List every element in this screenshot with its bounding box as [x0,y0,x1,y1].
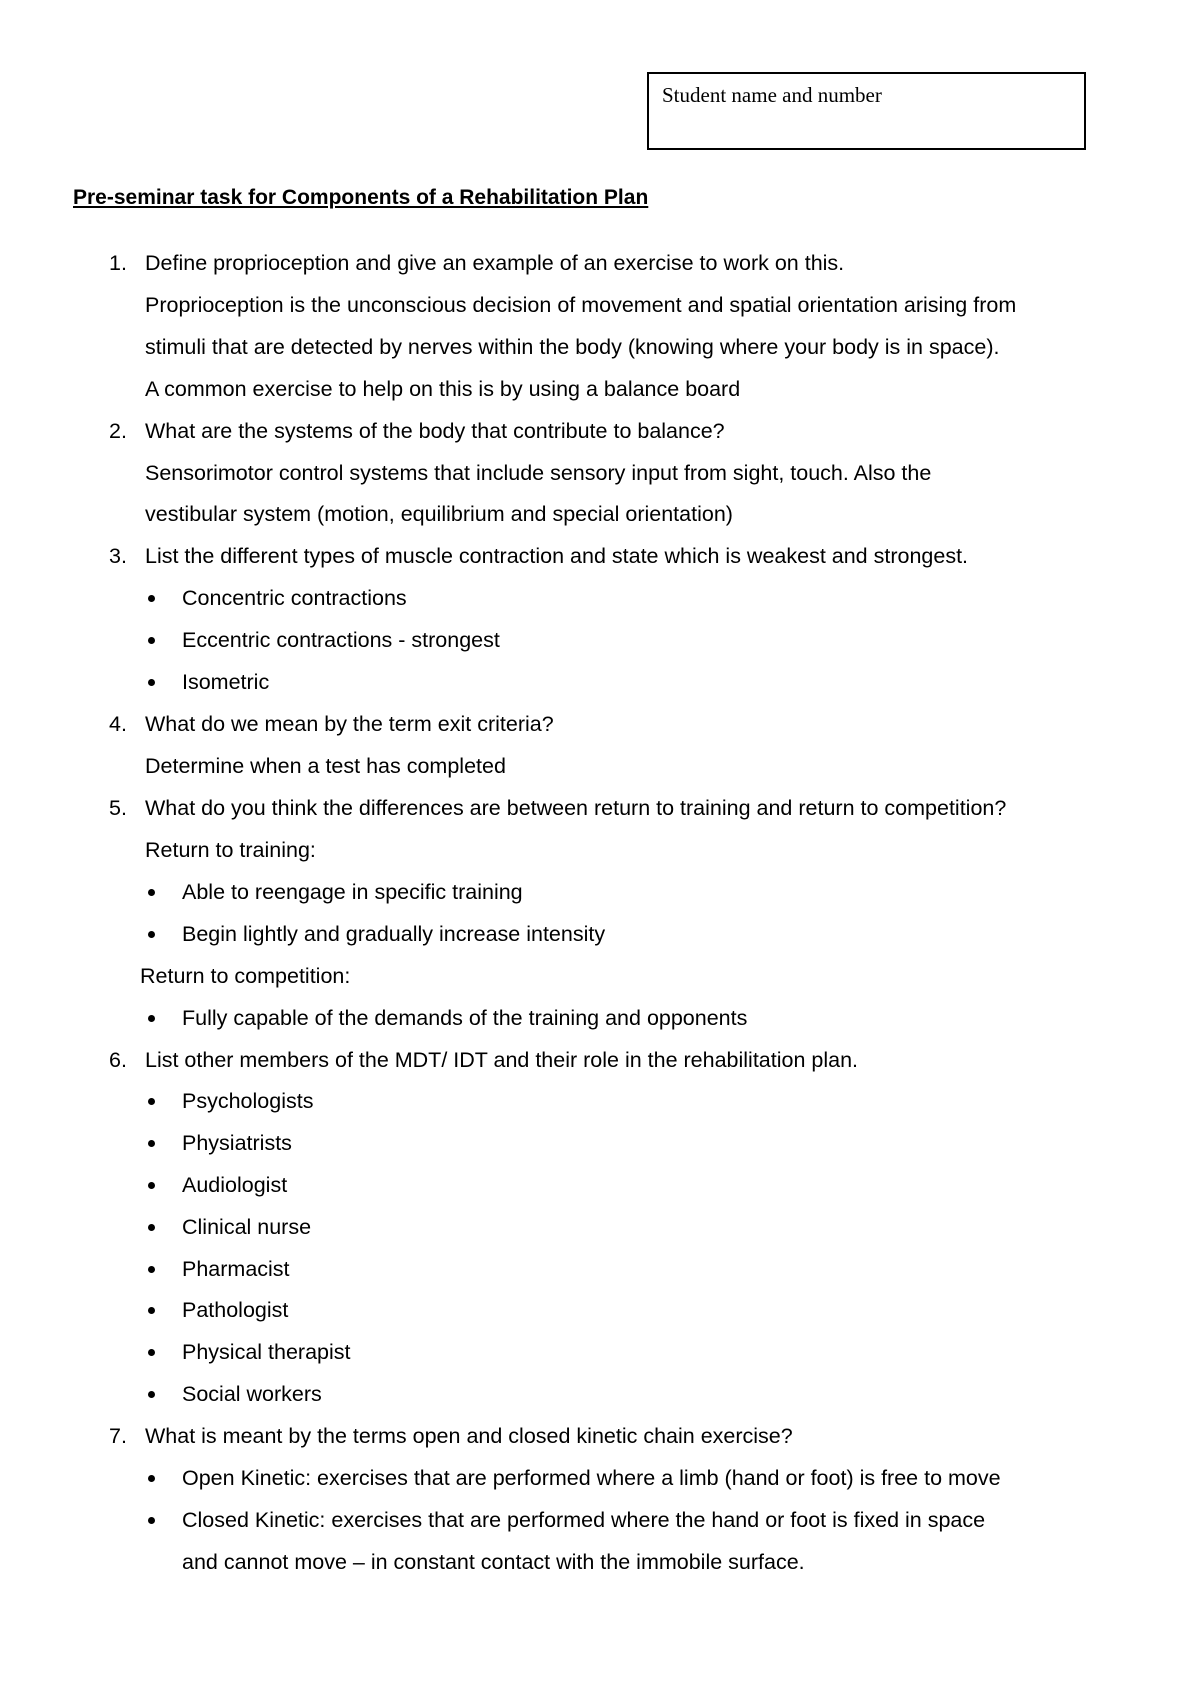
bullet-icon [148,1349,155,1356]
subheading: Return to competition: [140,964,351,988]
bullet-icon [148,595,155,602]
question-7: What is meant by the terms open and closed kinetic chain exercise? [145,1424,793,1448]
list-item: Physical therapist [182,1340,351,1364]
list-item: Fully capable of the demands of the training and opponents [182,1006,748,1030]
answer-line: Sensorimotor control systems that include sensory input from sight, touch. Also the [145,461,932,485]
question-number: 5. [109,796,127,820]
list-item: Physiatrists [182,1131,292,1155]
bullet-icon [148,1266,155,1273]
question-number: 2. [109,419,127,443]
question-4: What do we mean by the term exit criteria? [145,712,554,736]
question-number: 4. [109,712,127,736]
list-item-continuation: and cannot move – in constant contact with the immobile surface. [182,1550,805,1574]
question-6: List other members of the MDT/ IDT and their role in the rehabilitation plan. [145,1048,859,1072]
bullet-icon [148,1475,155,1482]
bullet-icon [148,1224,155,1231]
bullet-icon [148,1015,155,1022]
bullet-icon [148,637,155,644]
answer-line: stimuli that are detected by nerves within the body (knowing where your body is in space). [145,335,1000,359]
list-item: Social workers [182,1382,322,1406]
bullet-icon [148,1140,155,1147]
list-item: Pharmacist [182,1257,290,1281]
answer-line: Determine when a test has completed [145,754,506,778]
list-item: Clinical nurse [182,1215,312,1239]
question-number: 6. [109,1048,127,1072]
question-number: 7. [109,1424,127,1448]
question-5: What do you think the differences are between return to training and return to competition? [145,796,1007,820]
bullet-icon [148,1182,155,1189]
list-item: Pathologist [182,1298,289,1322]
student-name-label: Student name and number [662,83,882,107]
list-item: Able to reengage in specific training [182,880,523,904]
answer-line: Proprioception is the unconscious decision of movement and spatial orientation arising from [145,293,1017,317]
list-item: Eccentric contractions - strongest [182,628,500,652]
list-item: Concentric contractions [182,586,407,610]
answer-line: A common exercise to help on this is by using a balance board [145,377,741,401]
bullet-icon [148,1307,155,1314]
bullet-icon [148,679,155,686]
question-number: 3. [109,544,127,568]
list-item: Open Kinetic: exercises that are performed where a limb (hand or foot) is free to move [182,1466,1001,1490]
list-item: Audiologist [182,1173,288,1197]
question-number: 1. [109,251,127,275]
student-name-box [647,72,1086,150]
bullet-icon [148,889,155,896]
list-item: Begin lightly and gradually increase intensity [182,922,606,946]
question-2: What are the systems of the body that contribute to balance? [145,419,725,443]
bullet-icon [148,931,155,938]
list-item: Closed Kinetic: exercises that are performed where the hand or foot is fixed in space [182,1508,986,1532]
page-title: Pre-seminar task for Components of a Rehabilitation Plan [73,186,649,209]
bullet-icon [148,1098,155,1105]
answer-line: vestibular system (motion, equilibrium and special orientation) [145,502,733,526]
question-3: List the different types of muscle contraction and state which is weakest and strongest. [145,544,969,568]
question-1: Define proprioception and give an example of an exercise to work on this. [145,251,845,275]
bullet-icon [148,1517,155,1524]
list-item: Psychologists [182,1089,314,1113]
subheading: Return to training: [145,838,316,862]
list-item: Isometric [182,670,270,694]
bullet-icon [148,1391,155,1398]
